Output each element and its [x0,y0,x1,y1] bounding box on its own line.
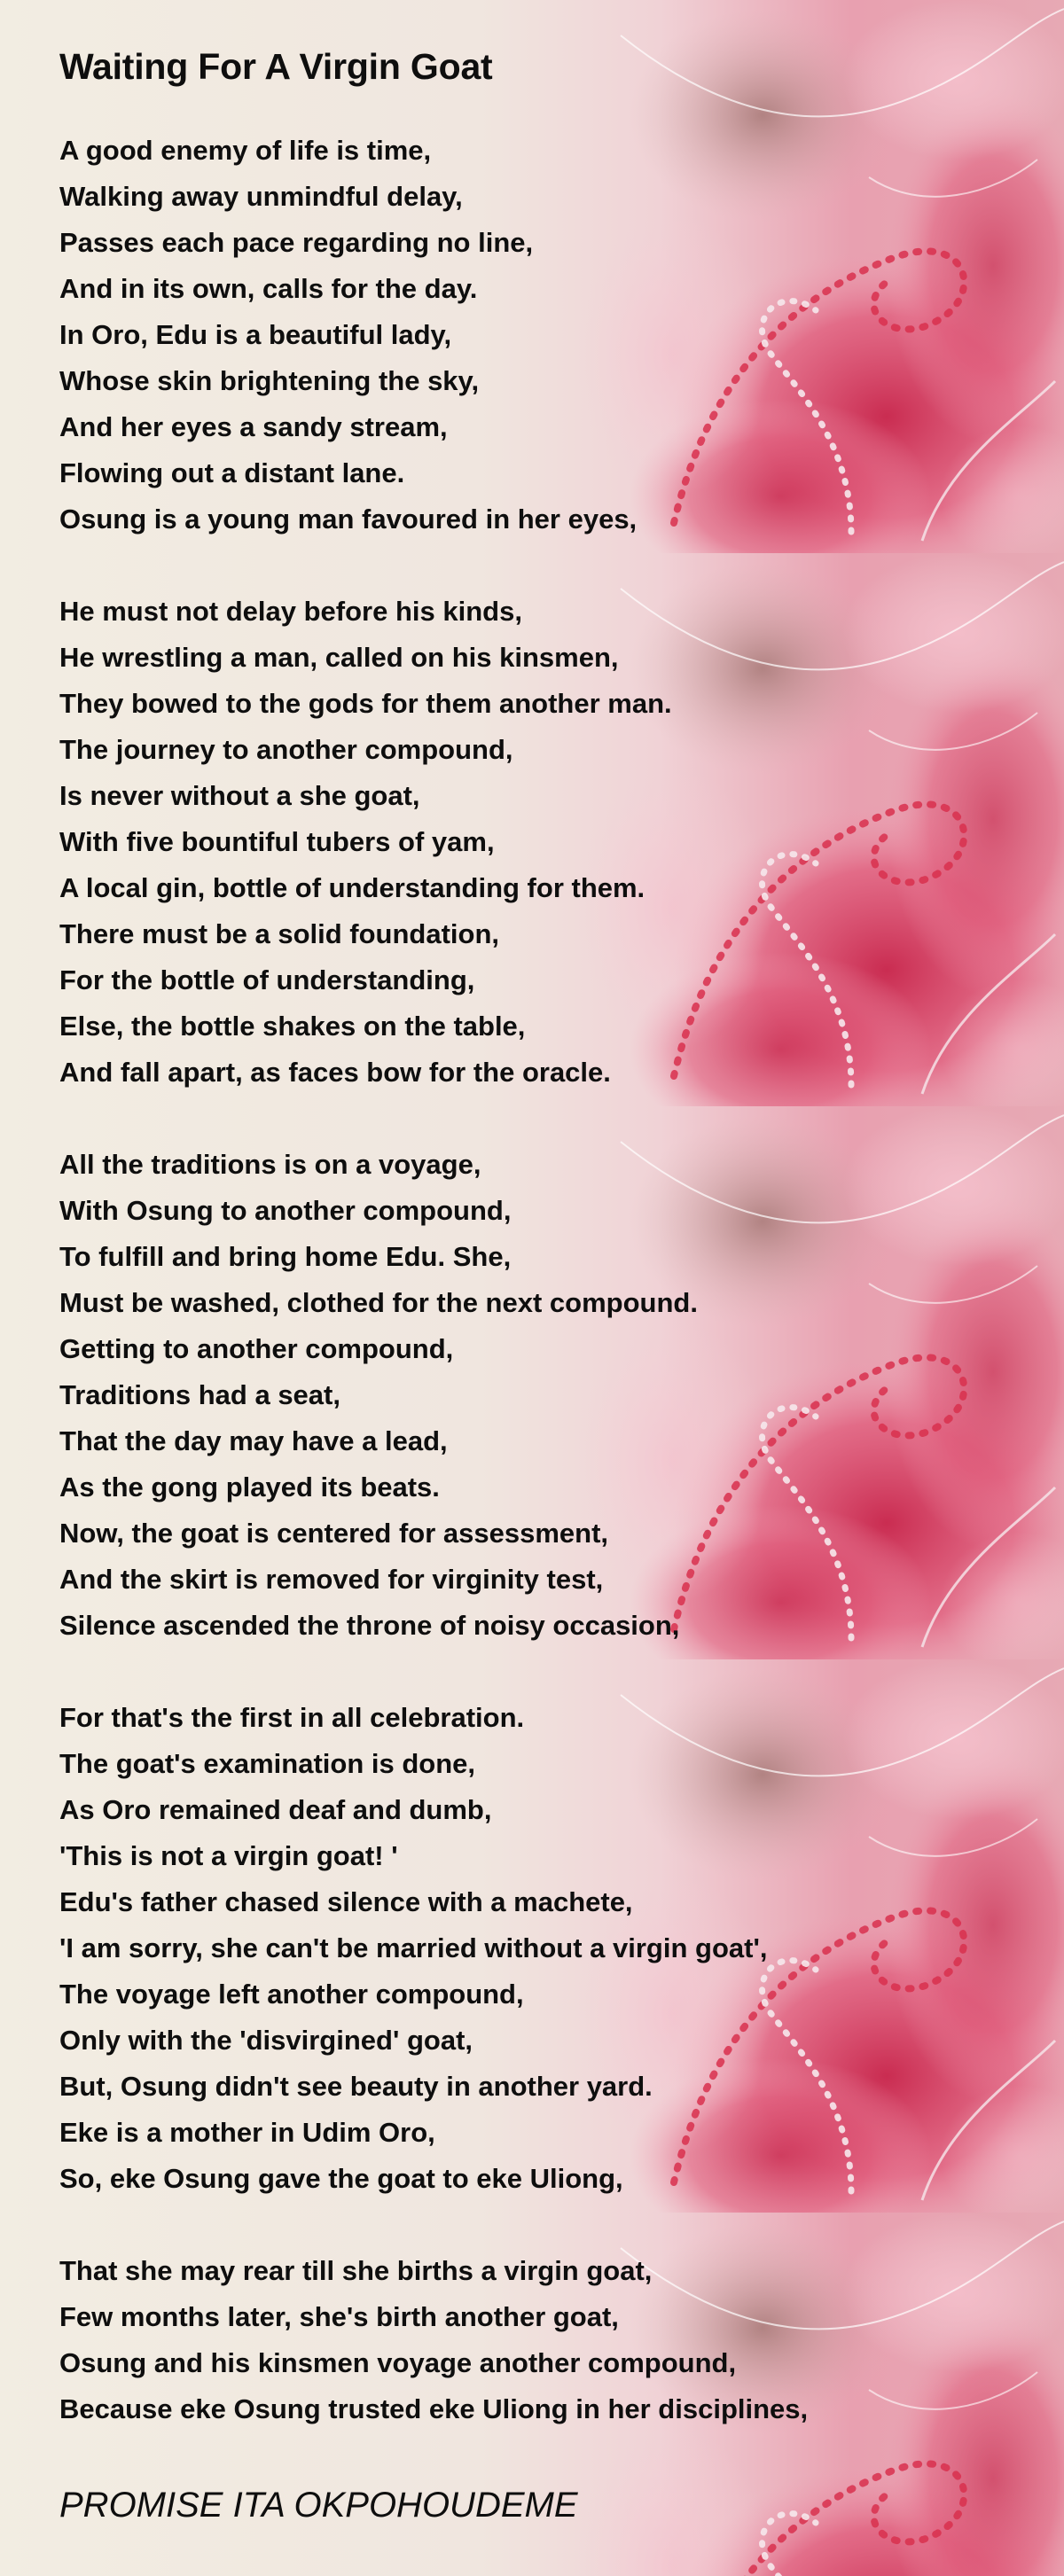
poem-line: Silence ascended the throne of noisy occasion, [59,1610,680,1641]
poem-line: Walking away unmindful delay, [59,181,463,212]
poem-line: As the gong played its beats. [59,1471,440,1503]
poem-line: They bowed to the gods for them another man. [59,688,672,719]
poem-line: That the day may have a lead, [59,1425,448,1456]
poem-line: And in its own, calls for the day. [59,273,478,304]
poem-title: Waiting For A Virgin Goat [59,46,493,87]
stanza [59,1695,1035,2202]
poem [59,39,1035,2532]
poem-line: Traditions had a seat, [59,1379,340,1410]
poem-line: Few months later, she's birth another goat, [59,2301,619,2332]
poem-line: And the skirt is removed for virginity test, [59,1564,604,1595]
poem-line: Osung and his kinsmen voyage another compound, [59,2347,737,2378]
poem-line: Must be washed, clothed for the next compound. [59,1287,698,1318]
poem-line: A good enemy of life is time, [59,135,432,166]
poem-line: Is never without a she goat, [59,780,420,811]
poem-line: Only with the 'disvirgined' goat, [59,2025,473,2056]
poem-line: There must be a solid foundation, [59,918,500,949]
poem-line: The goat's examination is done, [59,1748,476,1779]
poem-line: The voyage left another compound, [59,1979,524,2010]
poem-line: He wrestling a man, called on his kinsmen, [59,642,619,673]
poem-line: He must not delay before his kinds, [59,596,522,627]
poem-line: Else, the bottle shakes on the table, [59,1011,526,1042]
poem-line: Passes each pace regarding no line, [59,227,534,258]
poem-line: 'I am sorry, she can't be married without a virgin goat', [59,1932,768,1963]
poem-line: With five bountiful tubers of yam, [59,826,495,857]
poem-line: Because eke Osung trusted eke Uliong in her disciplines, [59,2393,809,2424]
stanza [59,589,1035,1096]
poem-line: Flowing out a distant lane. [59,457,405,488]
stanza [59,2248,1035,2432]
poem-line: Now, the goat is centered for assessment, [59,1518,609,1549]
poem-line: Getting to another compound, [59,1333,454,1364]
poem-line: A local gin, bottle of understanding for them. [59,872,645,903]
poem-line: For that's the first in all celebration. [59,1702,525,1733]
poem-line: All the traditions is on a voyage, [59,1149,481,1180]
stanza [59,128,1035,543]
poem-author: PROMISE ITA OKPOHOUDEME [59,2486,578,2525]
poem-line: Whose skin brightening the sky, [59,365,480,396]
poem-line: In Oro, Edu is a beautiful lady, [59,319,452,350]
poem-line: And fall apart, as faces bow for the oracle. [59,1057,611,1088]
poem-line: Edu's father chased silence with a machete, [59,1886,633,1917]
stanza [59,1142,1035,1649]
poem-line: To fulfill and bring home Edu. She, [59,1241,512,1272]
poem-line: So, eke Osung gave the goat to eke Uliong, [59,2163,623,2194]
poem-line: But, Osung didn't see beauty in another yard. [59,2071,653,2102]
poem-line: That she may rear till she births a virgin goat, [59,2255,653,2286]
poem-line: Eke is a mother in Udim Oro, [59,2117,435,2148]
poem-line: As Oro remained deaf and dumb, [59,1794,492,1825]
poem-line: With Osung to another compound, [59,1195,512,1226]
poem-line: And her eyes a sandy stream, [59,411,448,442]
poem-line: Osung is a young man favoured in her eyes, [59,503,638,535]
poem-line: 'This is not a virgin goat! ' [59,1840,398,1871]
poem-line: The journey to another compound, [59,734,513,765]
poem-line: For the bottle of understanding, [59,964,475,995]
